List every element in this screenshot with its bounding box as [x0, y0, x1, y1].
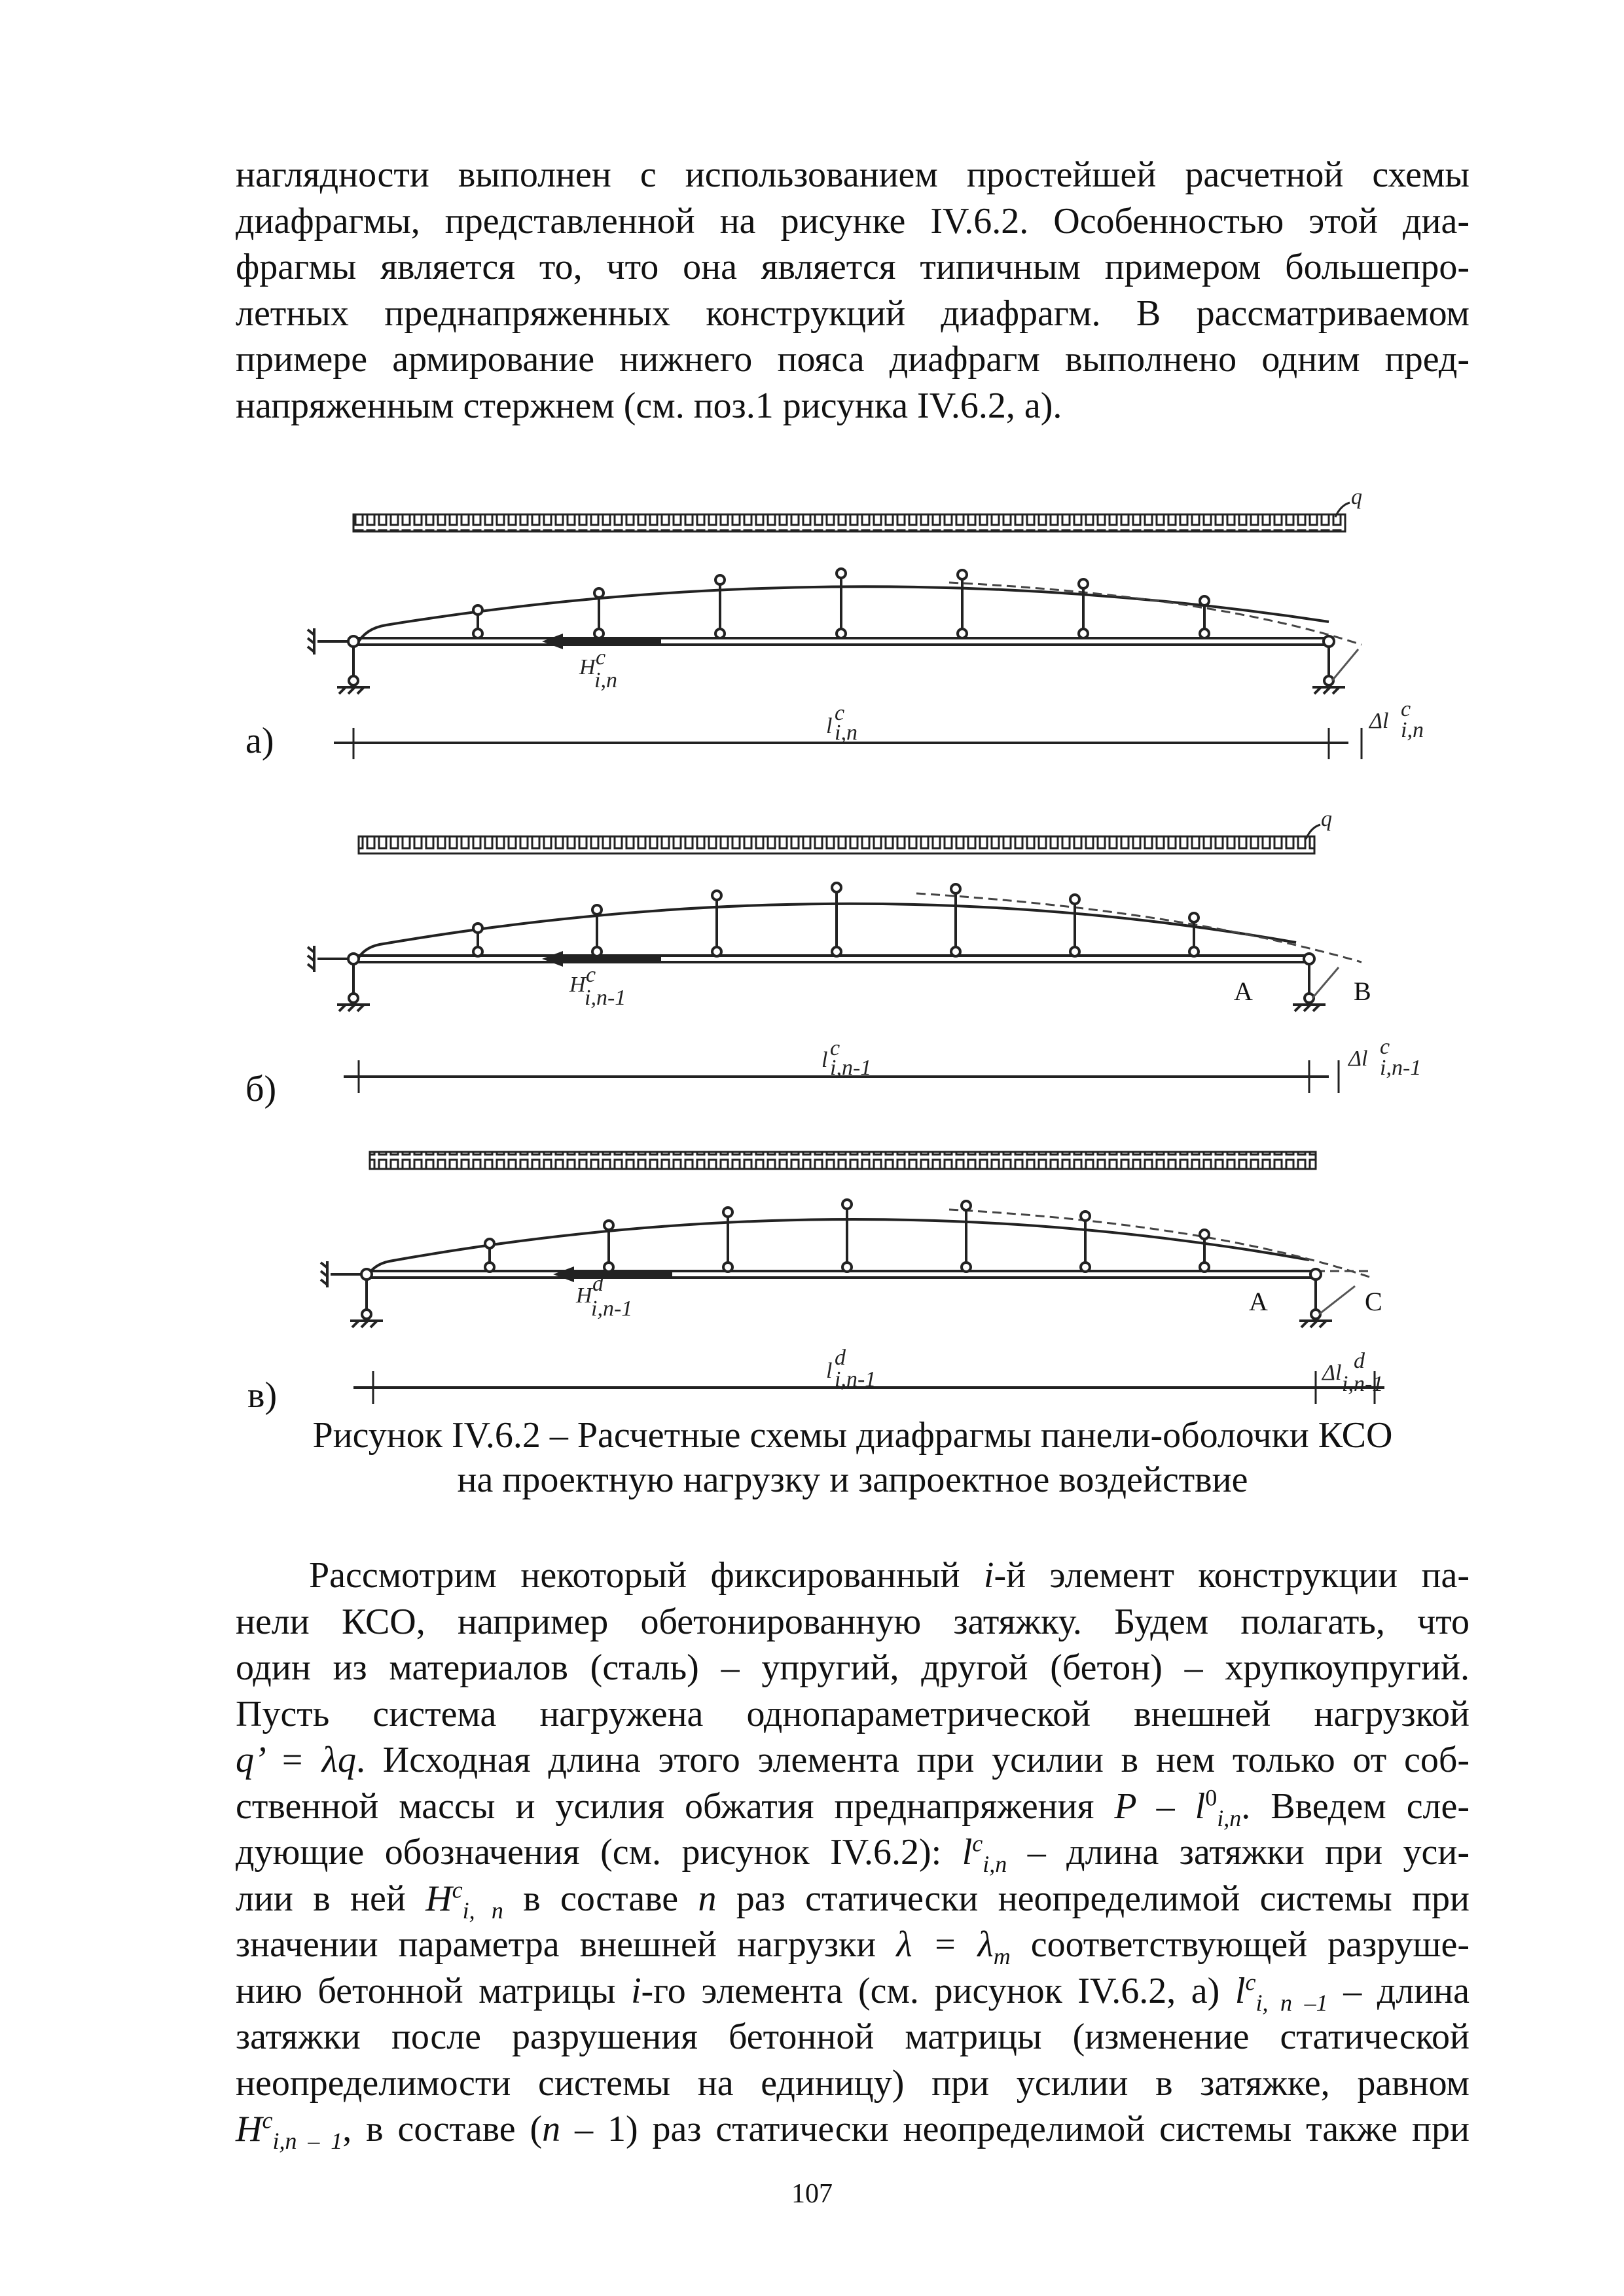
span-label: l: [821, 1048, 828, 1072]
diagram-label: а): [245, 721, 274, 761]
text-line: примере армирование нижнего пояса диафрагм выполнено одним пред-: [236, 339, 1470, 380]
diagram-c: [247, 1152, 1384, 1416]
distributed-load: [370, 1152, 1316, 1169]
top-chord: [357, 904, 1296, 961]
text-line: затяжки после разрушения бетонной матрицы (изменение статической: [236, 2017, 1470, 2057]
force-arrow-icon: [542, 634, 563, 649]
text-line: q’ = λq. Исходная длина этого элемента при усилии в нем только от соб-: [236, 1740, 1470, 1780]
force-sub: i,n-1: [585, 986, 626, 1010]
force-sub: i,n-1: [591, 1297, 633, 1321]
force-label: H: [576, 1283, 592, 1308]
force-sup: c: [586, 963, 596, 987]
text-line: один из материалов (сталь) – упругий, другой (бетон) – хрупкоупругий.: [236, 1647, 1470, 1688]
main-paragraph: [236, 1552, 1470, 2153]
delta-label: Δl: [1322, 1361, 1342, 1385]
text-line: ственной массы и усилия обжатия преднапряжения P – $l^0_{i,n}$. Введем сле-: [236, 1784, 1470, 1831]
diagram-a: [245, 485, 1424, 761]
text-line: лии в ней $H^c_{i, n}$ в составе n раз статически неопределимой системы при: [236, 1876, 1470, 1924]
distributed-load: [353, 514, 1345, 531]
diagram-label: б): [245, 1069, 277, 1109]
page-number: 107: [791, 2179, 833, 2209]
text-line: летных преднапряженных конструкций диафрагм. В рассматриваемом: [236, 293, 1470, 334]
text-line: дующие обозначения (см. рисунок IV.6.2): $l^c_{i,n}$ – длина затяжки при уси-: [236, 1830, 1470, 1878]
point-label-b: В: [1354, 977, 1371, 1006]
force-sup: c: [596, 645, 606, 670]
load-label: q: [1321, 807, 1332, 831]
span-label: l: [826, 714, 833, 738]
text-line: Рассмотрим некоторый фиксированный i-й элемент конструкции па-: [309, 1555, 1470, 1596]
delta-sub: i,n-1: [1380, 1056, 1422, 1080]
text-line: неопределимости системы на единицу) при усилии в затяжке, равном: [236, 2062, 1470, 2104]
text-line: фрагмы является то, что она является типичным примером большепро-: [236, 247, 1470, 287]
load-label: q: [1351, 485, 1362, 509]
diagram-b: [245, 807, 1421, 1109]
text-line: нию бетонной матрицы i-го элемента (см. рисунок IV.6.2, а) $l^c_{i, n -1}$ – длина: [236, 1968, 1470, 2016]
force-label: H: [579, 655, 596, 679]
delta-sub: i,n: [1401, 718, 1424, 742]
delta-sup: c: [1380, 1035, 1390, 1059]
delta-sup: c: [1401, 697, 1411, 721]
text-line: Пусть система нагружена однопараметрической внешней нагрузкой: [236, 1693, 1470, 1734]
text-line: $H^c_{i,n - 1}$, в составе (n – 1) раз статически неопределимой системы также при: [236, 2107, 1470, 2155]
force-arrow-icon: [553, 1266, 574, 1282]
span-sup: c: [835, 701, 845, 725]
force-arrow-icon: [542, 951, 563, 967]
point-label-c: С: [1365, 1287, 1382, 1316]
force-sub: i,n: [594, 668, 617, 692]
span-sup: c: [830, 1036, 840, 1060]
deformed-chord: [949, 583, 1362, 645]
figure-caption-line: Рисунок IV.6.2 – Расчетные схемы диафрагмы панели-оболочки КСО: [312, 1415, 1393, 1456]
delta-sup: d: [1354, 1349, 1365, 1373]
span-sub: i,n-1: [835, 1367, 876, 1391]
text-line: наглядности выполнен с использованием простейшей расчетной схемы: [236, 154, 1470, 195]
delta-label: Δl: [1348, 1047, 1368, 1071]
figure-caption-line: на проектную нагрузку и запроектное воздействие: [457, 1460, 1248, 1500]
delta-label: Δl: [1369, 709, 1389, 733]
force-label: H: [569, 973, 586, 997]
posts: [473, 883, 1199, 956]
span-sub: i,n-1: [830, 1056, 872, 1080]
delta-sub: i,n-1: [1342, 1372, 1384, 1396]
deformed-chord: [916, 893, 1362, 962]
posts: [473, 569, 1209, 638]
point-label-a: А: [1234, 977, 1253, 1006]
text-line: напряженным стержнем (см. поз.1 рисунка IV.6.2, а).: [236, 385, 1062, 426]
span-label: l: [826, 1359, 833, 1383]
deformed-chord: [949, 1210, 1371, 1278]
point-label-a: А: [1249, 1287, 1268, 1316]
force-sup: d: [592, 1272, 604, 1296]
distributed-load: [359, 836, 1314, 853]
text-line: значении параметра внешней нагрузки $\lambda = \lambda_m$ соответствующей разруше-: [236, 1924, 1470, 1970]
text-line: нели КСО, например обетонированную затяжку. Будем полагать, что: [236, 1601, 1470, 1642]
span-sup: d: [835, 1346, 846, 1370]
diagram-label: в): [247, 1375, 278, 1416]
text-line: диафрагмы, представленной на рисунке IV.6.2. Особенностью этой диа-: [236, 200, 1470, 242]
top-chord: [367, 1219, 1309, 1278]
posts: [485, 1200, 1209, 1272]
span-sub: i,n: [835, 721, 857, 745]
